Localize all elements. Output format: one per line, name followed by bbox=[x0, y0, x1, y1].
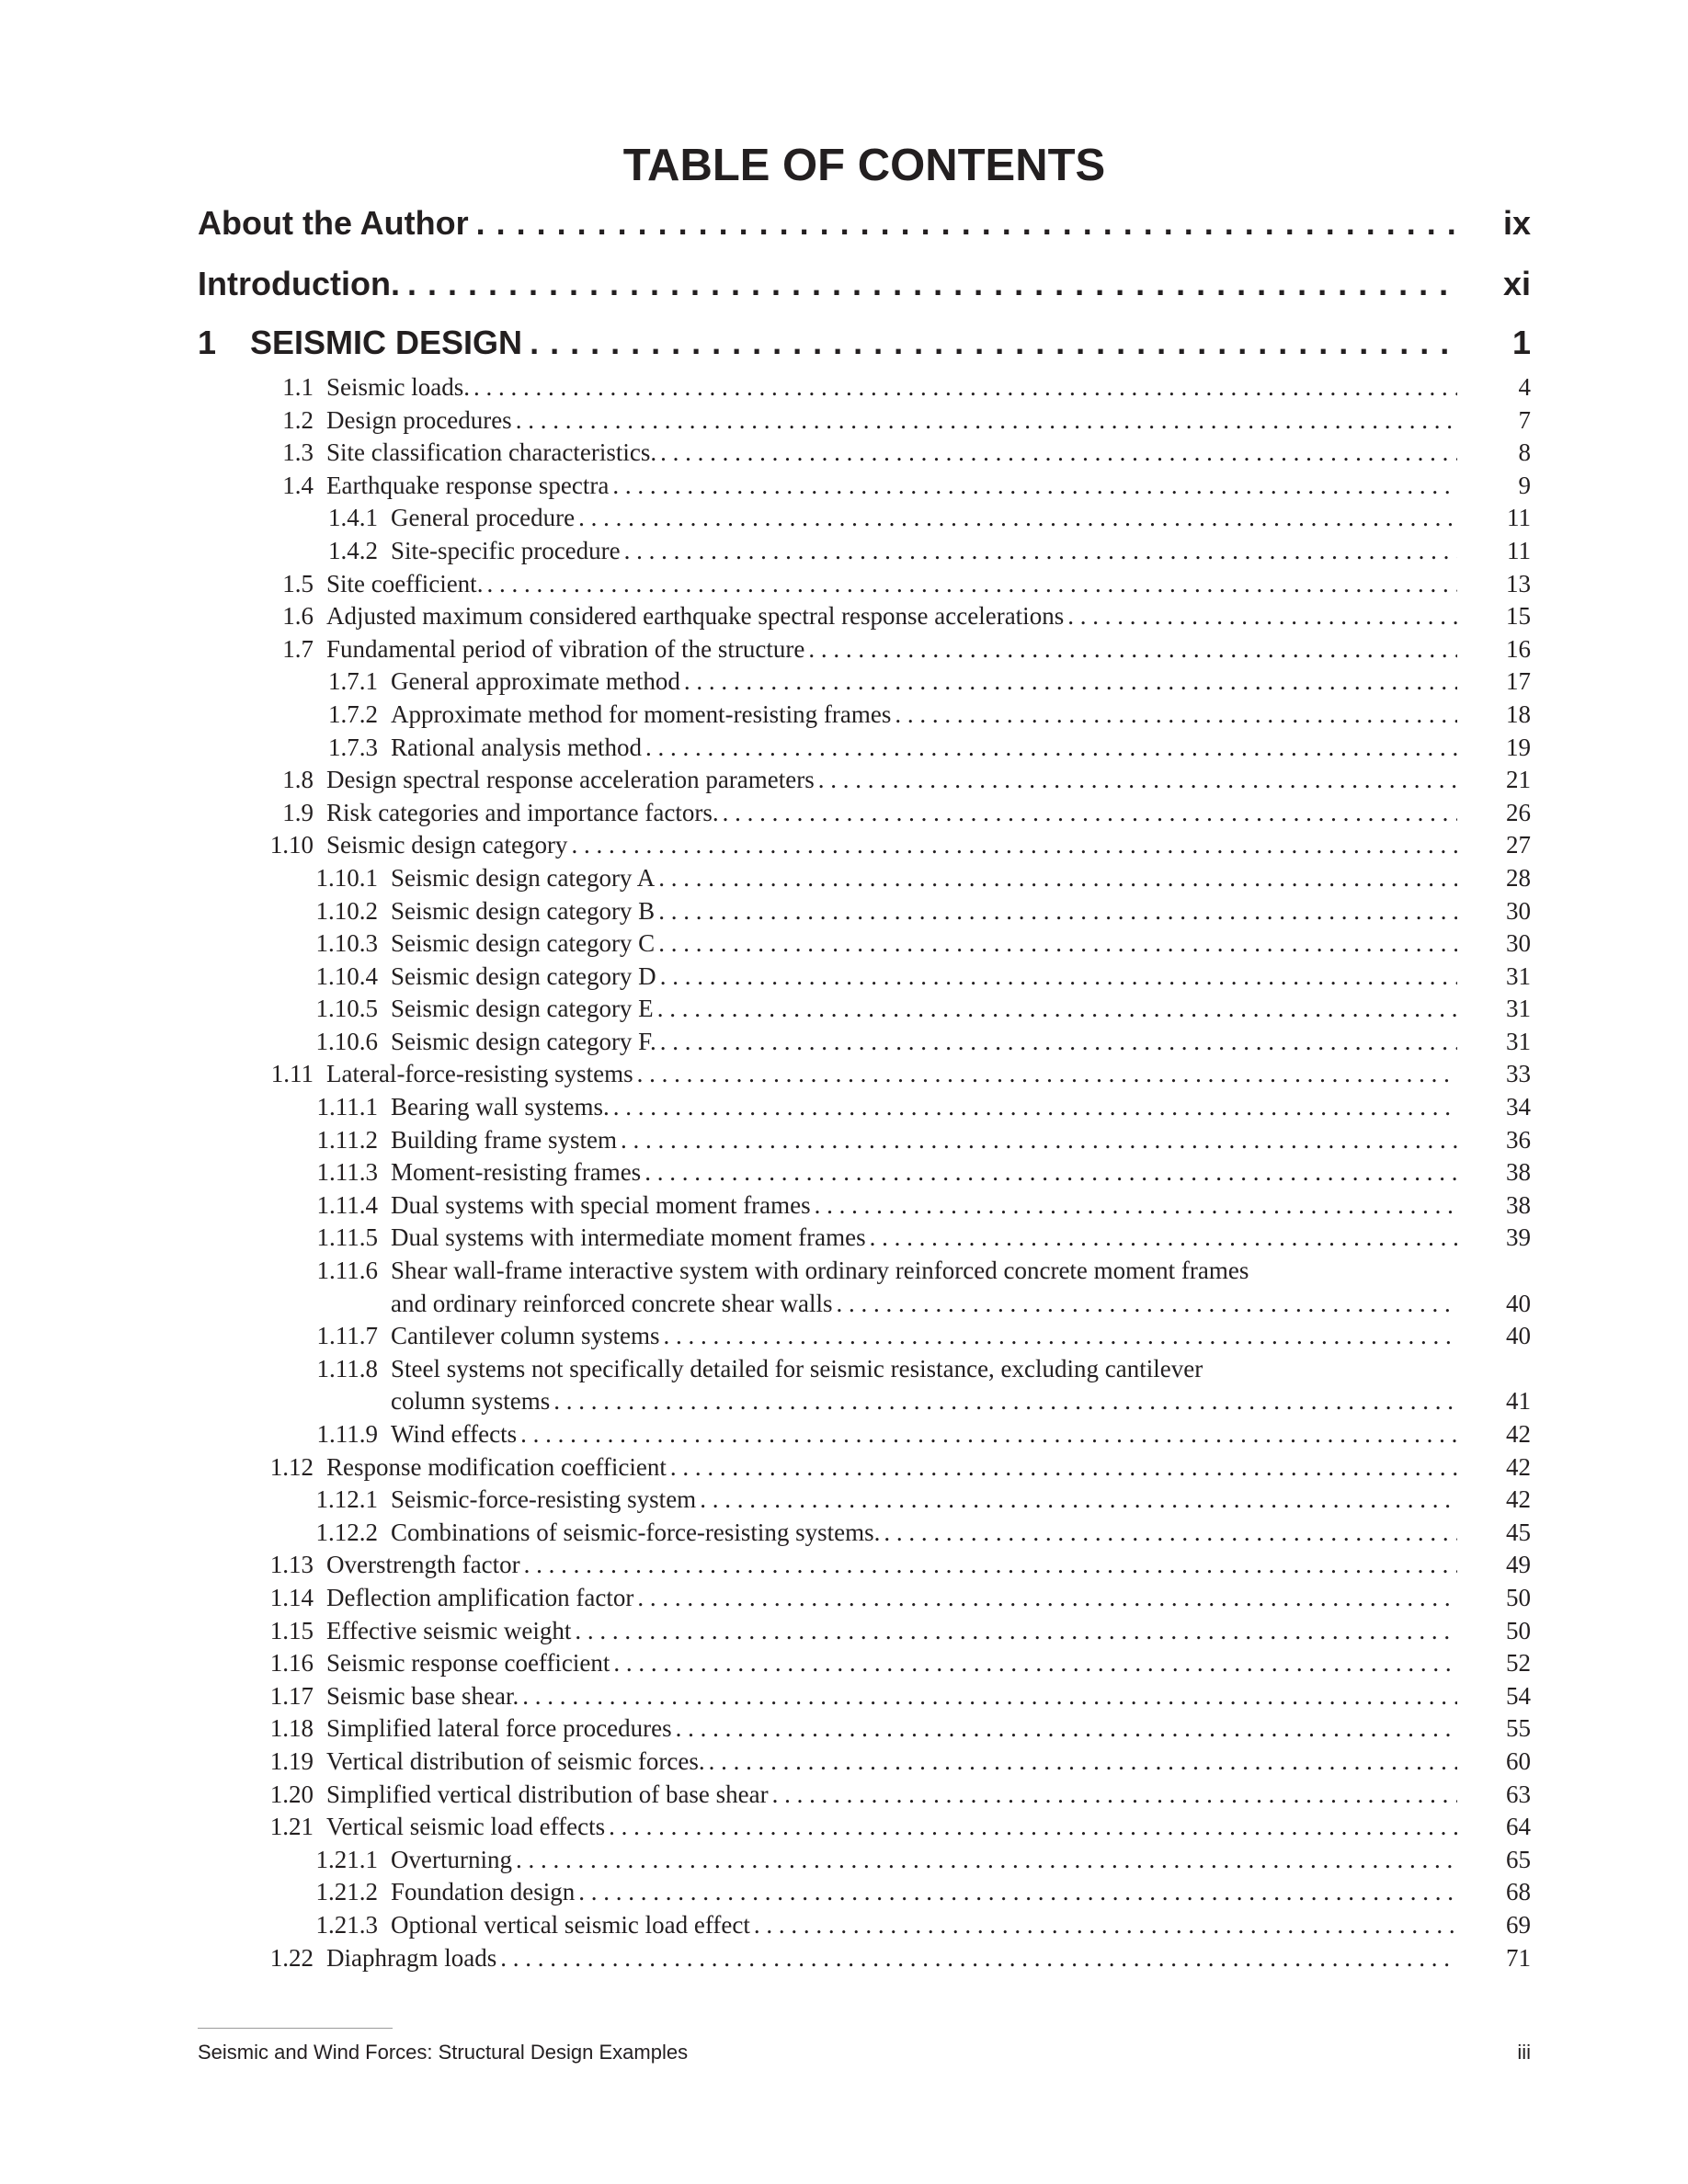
toc-page-number: 19 bbox=[1506, 733, 1531, 761]
toc-page-number: 60 bbox=[1506, 1746, 1531, 1775]
toc-page-number: 49 bbox=[1506, 1551, 1531, 1579]
dot-leader bbox=[723, 797, 1457, 830]
toc-section-number: 1.10.1 bbox=[315, 863, 378, 892]
toc-section-number: 1.4.1 bbox=[328, 504, 378, 532]
toc-entry-label: Shear wall-frame interactive system with ordinary reinforced concrete moment frames bbox=[391, 1257, 1249, 1285]
toc-entry-label: Site-specific procedure bbox=[391, 536, 621, 564]
dot-leader bbox=[553, 1385, 1457, 1418]
toc-entry[interactable] bbox=[198, 797, 1531, 830]
toc-page-number: 17 bbox=[1506, 667, 1531, 696]
toc-page-number: 1 bbox=[1511, 324, 1531, 361]
toc-page-number: 28 bbox=[1506, 863, 1531, 892]
toc-section-number: 1.4 bbox=[282, 471, 314, 499]
toc-entry-label: Fundamental period of vibration of the structure bbox=[326, 634, 805, 663]
chapter-title: SEISMIC DESIGN bbox=[250, 324, 523, 361]
dot-leader bbox=[637, 1058, 1457, 1091]
dot-leader bbox=[815, 1189, 1457, 1223]
toc-page-number: 31 bbox=[1506, 961, 1531, 990]
toc-page-number: xi bbox=[1502, 265, 1531, 302]
dot-leader bbox=[676, 1712, 1457, 1746]
toc-entry[interactable] bbox=[198, 927, 1531, 961]
toc-entry-label: Seismic design category C bbox=[391, 929, 656, 958]
toc-entry-label: Wind effects bbox=[391, 1420, 518, 1448]
toc-entry[interactable] bbox=[198, 1779, 1531, 1812]
toc-entry-label: Steel systems not specifically detailed for seismic resistance, excluding cantilever bbox=[391, 1354, 1203, 1382]
toc-section-number: 1.20 bbox=[269, 1780, 314, 1808]
toc-entry[interactable] bbox=[198, 764, 1531, 797]
dot-leader bbox=[658, 895, 1457, 928]
dot-leader bbox=[575, 1615, 1457, 1648]
toc-section-number: 1.3 bbox=[282, 438, 314, 467]
toc-page-number: 42 bbox=[1506, 1452, 1531, 1481]
toc-page-number: 21 bbox=[1506, 766, 1531, 794]
toc-section-number: 1.12.1 bbox=[315, 1485, 378, 1514]
toc-page-number: 11 bbox=[1507, 536, 1531, 564]
toc-page-number: 38 bbox=[1506, 1158, 1531, 1187]
toc-section-number: 1.7.1 bbox=[328, 667, 378, 696]
dot-leader bbox=[612, 470, 1457, 503]
toc-page-number: 30 bbox=[1506, 896, 1531, 925]
dot-leader bbox=[870, 1222, 1457, 1255]
toc-entry-label: Response modification coefficient bbox=[326, 1452, 667, 1481]
toc-entry-label: Dual systems with intermediate moment frames bbox=[391, 1223, 866, 1252]
toc-entry[interactable] bbox=[198, 829, 1531, 862]
toc-page-number: 13 bbox=[1506, 569, 1531, 597]
toc-page-number: 31 bbox=[1506, 1027, 1531, 1055]
toc-page-number: 54 bbox=[1506, 1681, 1531, 1710]
toc-entry-label: Cantilever column systems bbox=[391, 1322, 660, 1350]
toc-entry-continuation[interactable] bbox=[198, 1385, 1531, 1418]
toc-entry[interactable] bbox=[198, 1026, 1531, 1059]
toc-page-number: 50 bbox=[1506, 1616, 1531, 1644]
toc-section-number: 1.10.5 bbox=[315, 995, 378, 1023]
toc-section-number: 1.12.2 bbox=[315, 1518, 378, 1546]
toc-entry-label: Seismic design category F. bbox=[391, 1027, 656, 1055]
toc-page-number: 52 bbox=[1506, 1649, 1531, 1678]
toc-entry[interactable] bbox=[198, 633, 1531, 666]
toc-entry-label: Seismic design category A bbox=[391, 863, 656, 892]
toc-section-number: 1.11.1 bbox=[316, 1093, 378, 1121]
toc-page-number: 39 bbox=[1506, 1223, 1531, 1252]
toc-section-number: 1.14 bbox=[269, 1583, 314, 1611]
toc-section-number: 1.10.4 bbox=[315, 961, 378, 990]
toc-entry-label: Seismic-force-resisting system bbox=[391, 1485, 697, 1514]
toc-section-number: 1.1 bbox=[282, 373, 314, 401]
dot-leader bbox=[818, 764, 1457, 797]
toc-entry-label: Seismic response coefficient bbox=[326, 1649, 610, 1678]
dot-leader bbox=[522, 1680, 1457, 1713]
toc-entry[interactable] bbox=[198, 1746, 1531, 1779]
toc-entry-label: Risk categories and importance factors. bbox=[326, 798, 719, 826]
toc-page-number: 55 bbox=[1506, 1714, 1531, 1743]
toc-page-number: 8 bbox=[1518, 438, 1531, 467]
toc-entry-label: Overturning bbox=[391, 1845, 512, 1873]
toc-entry[interactable] bbox=[198, 437, 1531, 470]
footer-book-title: Seismic and Wind Forces: Structural Design Examples bbox=[198, 2041, 689, 2064]
toc-page-number: 42 bbox=[1506, 1485, 1531, 1514]
toc-section-number: 1.6 bbox=[282, 602, 314, 631]
toc-section-number: 1.22 bbox=[269, 1943, 314, 1972]
toc-entry-label: Diaphragm loads bbox=[326, 1943, 497, 1972]
toc-entry[interactable] bbox=[198, 1091, 1531, 1124]
toc-page-number: 50 bbox=[1506, 1583, 1531, 1611]
toc-page-number: 33 bbox=[1506, 1060, 1531, 1088]
toc-entry-label: Optional vertical seismic load effect bbox=[391, 1910, 750, 1939]
toc-section-number: 1.5 bbox=[282, 569, 314, 597]
toc-page-number: 11 bbox=[1507, 504, 1531, 532]
dot-leader bbox=[486, 568, 1457, 601]
toc-entry-label: Dual systems with special moment frames bbox=[391, 1190, 811, 1219]
toc-entry[interactable] bbox=[198, 1844, 1531, 1877]
dot-leader bbox=[476, 193, 1457, 254]
toc-entry-list bbox=[198, 371, 1531, 1974]
dot-leader bbox=[473, 371, 1457, 404]
toc-entry-label: Rational analysis method bbox=[391, 733, 642, 761]
toc-section-number: 1.7 bbox=[282, 634, 314, 663]
toc-page-number: 27 bbox=[1506, 831, 1531, 859]
dot-leader bbox=[895, 699, 1457, 732]
toc-entry-label: Seismic loads. bbox=[326, 373, 470, 401]
toc-section-number: 1.11.9 bbox=[316, 1420, 378, 1448]
toc-entry[interactable] bbox=[198, 665, 1531, 699]
toc-entry-label: Adjusted maximum considered earthquake spectral response accelerations bbox=[326, 602, 1065, 631]
toc-section-number: 1.18 bbox=[269, 1714, 314, 1743]
toc-section-number: 1.4.2 bbox=[328, 536, 378, 564]
dot-leader bbox=[609, 1811, 1457, 1844]
dot-leader bbox=[613, 1091, 1457, 1124]
toc-entry-label: Seismic design category D bbox=[391, 961, 656, 990]
dot-leader bbox=[524, 1549, 1457, 1582]
toc-entry[interactable] bbox=[198, 502, 1531, 535]
toc-entry[interactable] bbox=[198, 1712, 1531, 1746]
toc-entry[interactable] bbox=[198, 1058, 1531, 1091]
toc-section-number: 1.10.6 bbox=[315, 1027, 378, 1055]
dot-leader bbox=[754, 1909, 1457, 1942]
dot-leader bbox=[613, 1647, 1457, 1680]
toc-entry[interactable] bbox=[198, 732, 1531, 765]
toc-entry-label-continued: column systems bbox=[391, 1387, 551, 1416]
dot-leader bbox=[500, 1942, 1457, 1975]
toc-section-number: 1.8 bbox=[282, 766, 314, 794]
toc-entry-label: Vertical distribution of seismic forces. bbox=[326, 1746, 705, 1775]
dot-leader bbox=[837, 1288, 1457, 1321]
toc-page-number: 40 bbox=[1506, 1322, 1531, 1350]
toc-entry-label: Design spectral response acceleration parameters bbox=[326, 766, 815, 794]
dot-leader bbox=[658, 927, 1457, 961]
toc-entry[interactable] bbox=[198, 993, 1531, 1026]
toc-page-number: 16 bbox=[1506, 634, 1531, 663]
dot-leader bbox=[624, 535, 1457, 568]
chapter-number: 1 bbox=[198, 324, 217, 361]
dot-leader bbox=[644, 1156, 1457, 1189]
toc-page-number: 26 bbox=[1506, 798, 1531, 826]
toc-entry[interactable] bbox=[198, 1255, 1531, 1288]
dot-leader bbox=[772, 1779, 1457, 1812]
dot-leader bbox=[660, 1026, 1457, 1059]
toc-section-number: 1.9 bbox=[282, 798, 314, 826]
dot-leader bbox=[571, 829, 1457, 862]
toc-entry-label: Site classification characteristics. bbox=[326, 438, 657, 467]
toc-entry[interactable] bbox=[198, 1353, 1531, 1386]
toc-section-number: 1.11.3 bbox=[316, 1158, 378, 1187]
dot-leader bbox=[1067, 600, 1457, 633]
dot-leader bbox=[578, 502, 1457, 535]
toc-section-number: 1.10.2 bbox=[315, 896, 378, 925]
toc-entry-label: Seismic design category bbox=[326, 831, 568, 859]
toc-entry[interactable] bbox=[198, 1517, 1531, 1550]
dot-leader bbox=[808, 633, 1457, 666]
toc-page-number: 7 bbox=[1518, 405, 1531, 434]
toc-section-number: 1.11.6 bbox=[316, 1257, 378, 1285]
dot-leader bbox=[407, 254, 1457, 314]
toc-entry[interactable] bbox=[198, 1942, 1531, 1975]
toc-entry-label: General approximate method bbox=[391, 667, 680, 696]
toc-entry[interactable] bbox=[198, 568, 1531, 601]
dot-leader bbox=[660, 961, 1457, 994]
dot-leader bbox=[657, 993, 1457, 1026]
dot-leader bbox=[709, 1746, 1457, 1779]
footer-page-number: iii bbox=[1517, 2041, 1531, 2064]
toc-page-number: 71 bbox=[1506, 1943, 1531, 1972]
toc-entry[interactable] bbox=[198, 1647, 1531, 1680]
toc-section-number: 1.19 bbox=[269, 1746, 314, 1775]
dot-leader bbox=[621, 1124, 1457, 1157]
toc-entry[interactable] bbox=[198, 961, 1531, 994]
dot-leader bbox=[658, 862, 1457, 895]
toc-section-number: 1.11.7 bbox=[316, 1322, 378, 1350]
toc-page-number: 64 bbox=[1506, 1813, 1531, 1841]
toc-entry-label: General procedure bbox=[391, 504, 576, 532]
toc-section-number: 1.21.3 bbox=[315, 1910, 378, 1939]
dot-leader bbox=[516, 404, 1457, 438]
toc-section-number: 1.7.3 bbox=[328, 733, 378, 761]
toc-chapter-entry[interactable] bbox=[198, 314, 1531, 371]
toc-entry[interactable] bbox=[198, 862, 1531, 895]
toc-entry-label: Effective seismic weight bbox=[326, 1616, 572, 1644]
toc-entry-label: Overstrength factor bbox=[326, 1551, 520, 1579]
toc-section-number: 1.11.5 bbox=[316, 1223, 378, 1252]
toc-entry[interactable] bbox=[198, 1909, 1531, 1942]
toc-front-entry[interactable] bbox=[198, 193, 1531, 254]
toc-entry[interactable] bbox=[198, 1418, 1531, 1451]
toc-entry[interactable] bbox=[198, 371, 1531, 404]
toc-entry[interactable] bbox=[198, 1811, 1531, 1844]
toc-section-number: 1.21.1 bbox=[315, 1845, 378, 1873]
toc-section-number: 1.11 bbox=[270, 1060, 314, 1088]
toc-entry[interactable] bbox=[198, 1124, 1531, 1157]
footer-rule bbox=[198, 2028, 393, 2029]
toc-entry[interactable] bbox=[198, 1615, 1531, 1648]
toc-entry-continuation[interactable] bbox=[198, 1288, 1531, 1321]
toc-section-number: 1.12 bbox=[269, 1452, 314, 1481]
toc-entry[interactable] bbox=[198, 535, 1531, 568]
toc-entry[interactable] bbox=[198, 699, 1531, 732]
toc-section-number: 1.21.2 bbox=[315, 1878, 378, 1906]
toc-entry-label: About the Author bbox=[198, 204, 469, 242]
toc-entry-label: Simplified vertical distribution of base shear bbox=[326, 1780, 769, 1808]
toc-entry-label: Deflection amplification factor bbox=[326, 1583, 634, 1611]
toc-section-number: 1.11.2 bbox=[316, 1125, 378, 1154]
toc-entry-label: Lateral-force-resisting systems bbox=[326, 1060, 633, 1088]
toc-page bbox=[198, 138, 1531, 1974]
dot-leader bbox=[660, 437, 1457, 470]
toc-section-number: 1.16 bbox=[269, 1649, 314, 1678]
toc-page-number: 63 bbox=[1506, 1780, 1531, 1808]
toc-page-number: 40 bbox=[1506, 1289, 1531, 1317]
toc-entry[interactable] bbox=[198, 1451, 1531, 1484]
toc-entry[interactable] bbox=[198, 1680, 1531, 1713]
toc-section-number: 1.13 bbox=[269, 1551, 314, 1579]
toc-entry-label: Introduction. bbox=[198, 265, 400, 302]
toc-entry-label: Bearing wall systems. bbox=[391, 1093, 610, 1121]
toc-entry[interactable] bbox=[198, 404, 1531, 438]
toc-page-number: ix bbox=[1502, 204, 1531, 242]
toc-entry-label: Combinations of seismic-force-resisting systems. bbox=[391, 1518, 881, 1546]
dot-leader bbox=[637, 1582, 1457, 1615]
toc-entry-label: Building frame system bbox=[391, 1125, 617, 1154]
toc-page-number: 68 bbox=[1506, 1878, 1531, 1906]
toc-entry[interactable] bbox=[198, 1222, 1531, 1255]
toc-section-number: 1.17 bbox=[269, 1681, 314, 1710]
toc-entry[interactable] bbox=[198, 1156, 1531, 1189]
toc-page-number: 41 bbox=[1506, 1387, 1531, 1416]
toc-entry[interactable] bbox=[198, 1320, 1531, 1353]
toc-page-number: 4 bbox=[1518, 373, 1531, 401]
toc-entry[interactable] bbox=[198, 1189, 1531, 1223]
toc-page-number: 9 bbox=[1518, 471, 1531, 499]
dot-leader bbox=[578, 1876, 1457, 1909]
toc-section-number: 1.10 bbox=[269, 831, 314, 859]
dot-leader bbox=[884, 1517, 1457, 1550]
toc-page-number: 69 bbox=[1506, 1910, 1531, 1939]
dot-leader bbox=[520, 1418, 1457, 1451]
toc-section-number: 1.10.3 bbox=[315, 929, 378, 958]
toc-section-number: 1.11.8 bbox=[316, 1354, 378, 1382]
toc-front-entry[interactable] bbox=[198, 254, 1531, 314]
toc-page-number: 36 bbox=[1506, 1125, 1531, 1154]
toc-entry-label: Site coefficient. bbox=[326, 569, 484, 597]
toc-page-number: 38 bbox=[1506, 1190, 1531, 1219]
toc-entry-label: Seismic design category E bbox=[391, 995, 654, 1023]
toc-page-number: 15 bbox=[1506, 602, 1531, 631]
toc-page-number: 45 bbox=[1506, 1518, 1531, 1546]
toc-page-number: 18 bbox=[1506, 700, 1531, 728]
toc-entry-label: Simplified lateral force procedures bbox=[326, 1714, 672, 1743]
toc-entry-label: Vertical seismic load effects bbox=[326, 1813, 606, 1841]
toc-page-number: 65 bbox=[1506, 1845, 1531, 1873]
toc-section-number: 1.11.4 bbox=[316, 1190, 378, 1219]
toc-entry[interactable] bbox=[198, 1549, 1531, 1582]
toc-page-number: 30 bbox=[1506, 929, 1531, 958]
toc-entry[interactable] bbox=[198, 1582, 1531, 1615]
dot-leader bbox=[530, 314, 1457, 371]
dot-leader bbox=[670, 1451, 1457, 1484]
toc-entry-label: Design procedures bbox=[326, 405, 512, 434]
toc-entry[interactable] bbox=[198, 470, 1531, 503]
page-title: TABLE OF CONTENTS bbox=[622, 141, 1106, 190]
toc-entry-label: Approximate method for moment-resisting frames bbox=[391, 700, 892, 728]
toc-entry[interactable] bbox=[198, 895, 1531, 928]
toc-entry[interactable] bbox=[198, 1876, 1531, 1909]
toc-section-number: 1.2 bbox=[282, 405, 314, 434]
toc-entry-label-continued: and ordinary reinforced concrete shear walls bbox=[391, 1289, 833, 1317]
dot-leader bbox=[663, 1320, 1457, 1353]
toc-entry-label: Moment-resisting frames bbox=[391, 1158, 642, 1187]
toc-entry-label: Earthquake response spectra bbox=[326, 471, 610, 499]
toc-page-number: 31 bbox=[1506, 995, 1531, 1023]
dot-leader bbox=[700, 1484, 1457, 1517]
dot-leader bbox=[684, 665, 1457, 699]
toc-section-number: 1.21 bbox=[269, 1813, 314, 1841]
toc-page-number: 42 bbox=[1506, 1420, 1531, 1448]
toc-entry-label: Seismic design category B bbox=[391, 896, 656, 925]
dot-leader bbox=[516, 1844, 1457, 1877]
toc-entry[interactable] bbox=[198, 600, 1531, 633]
toc-section-number: 1.7.2 bbox=[328, 700, 378, 728]
toc-page-number: 34 bbox=[1506, 1093, 1531, 1121]
toc-section-number: 1.15 bbox=[269, 1616, 314, 1644]
toc-entry-label: Seismic base shear. bbox=[326, 1681, 519, 1710]
toc-entry[interactable] bbox=[198, 1484, 1531, 1517]
dot-leader bbox=[645, 732, 1457, 765]
toc-entry-label: Foundation design bbox=[391, 1878, 576, 1906]
